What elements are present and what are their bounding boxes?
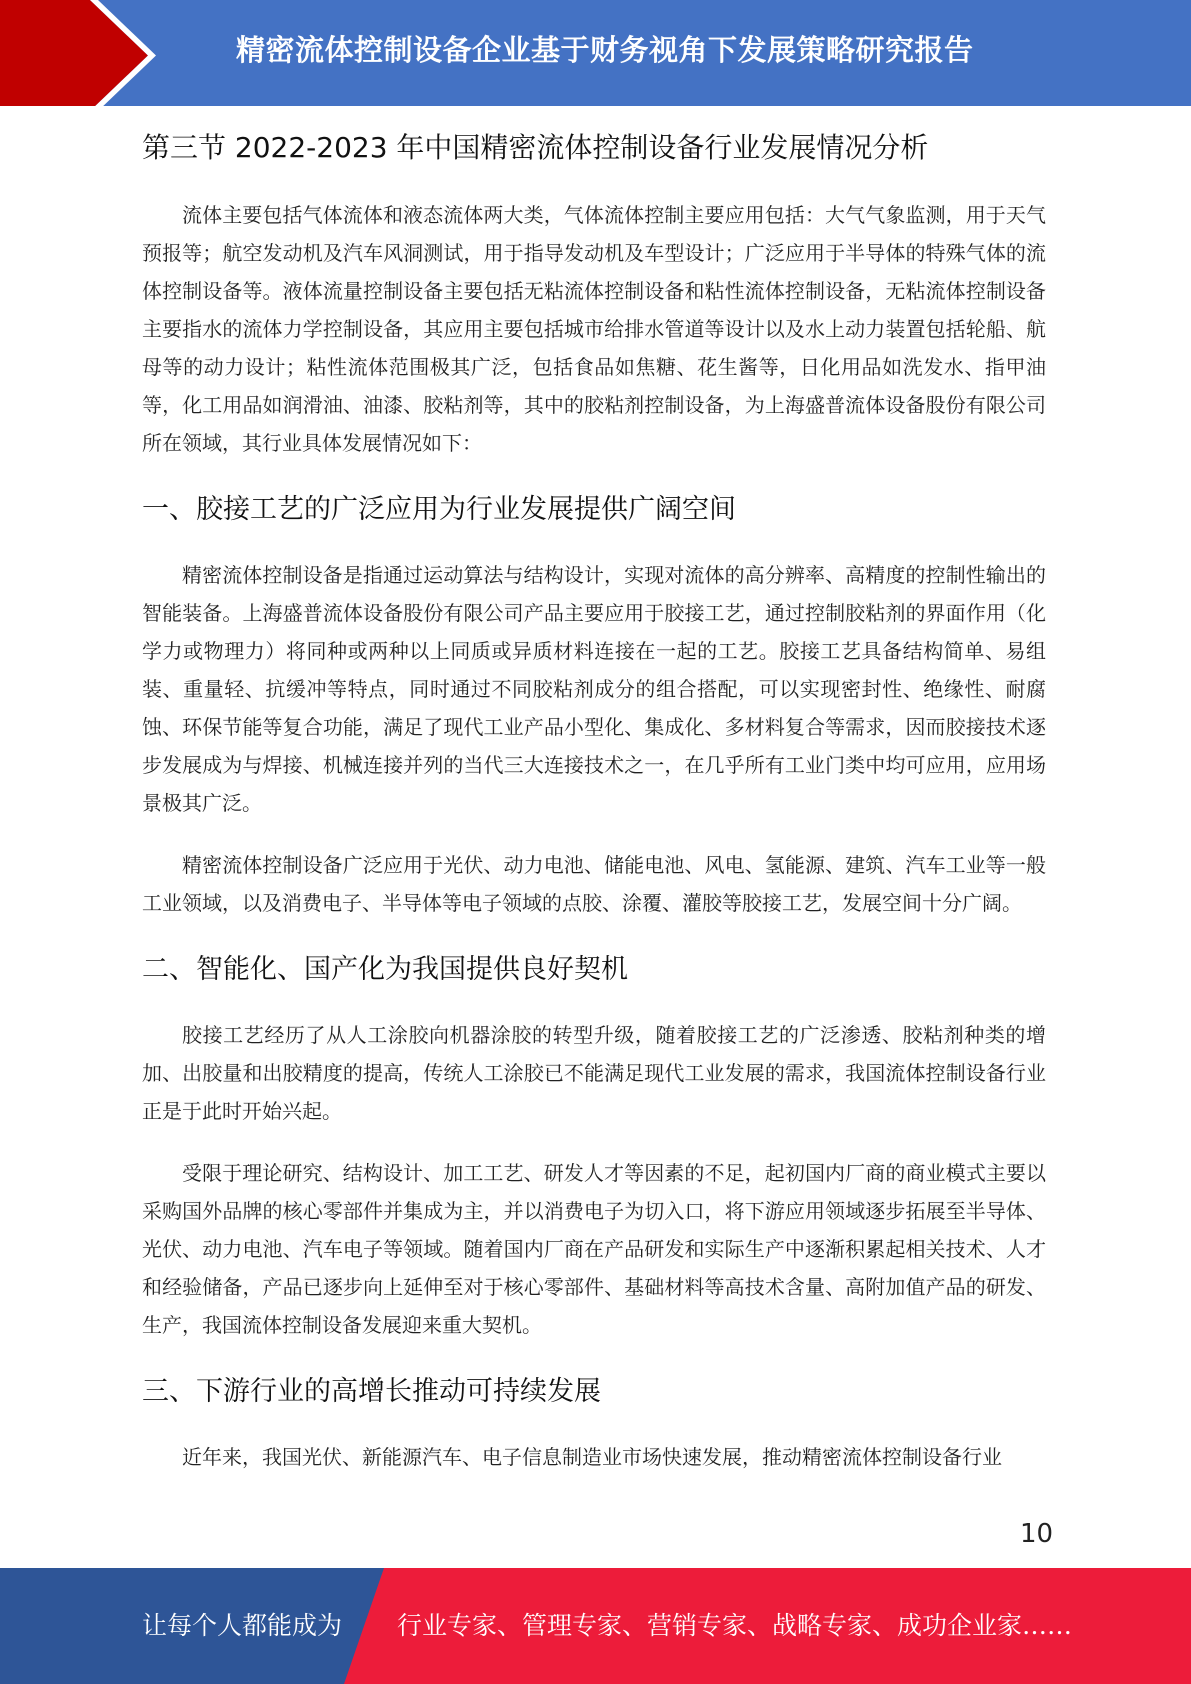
footer-slogan-right: 行业专家、管理专家、营销专家、战略专家、成功企业家…… — [397, 1611, 1073, 1640]
paragraph: 精密流体控制设备广泛应用于光伏、动力电池、储能电池、风电、氢能源、建筑、汽车工业等一般工业领域，以及消费电子、半导体等电子领域的点胶、涂覆、灌胶等胶接工艺，发展空间十分广阔。 — [142, 853, 1046, 915]
paragraph: 受限于理论研究、结构设计、加工工艺、研发人才等因素的不足，起初国内厂商的商业模式主要以采购国外品牌的核心零部件并集成为主，并以消费电子为切入口，将下游应用领域逐步拓展至半导体、光伏、动力电池、汽车电子等领域。随着国内厂商在产品研发和实际生产中逐渐积累起相关技术、人才和经验储备，产品已逐步向上延伸至对于核心零部件、基础材料等高技术含量、高附加值产品的研发、生产，我国流体控制设备发展迎来重大契机。 — [142, 1161, 1046, 1337]
section-title: 第三节 2022-2023 年中国精密流体控制设备行业发展情况分析 — [142, 131, 929, 164]
subsection-heading: 一、胶接工艺的广泛应用为行业发展提供广阔空间 — [142, 494, 736, 525]
page-content — [142, 128, 1046, 1500]
paragraph: 胶接工艺经历了从人工涂胶向机器涂胶的转型升级，随着胶接工艺的广泛渗透、胶粘剂种类的增加、出胶量和出胶精度的提高，传统人工涂胶已不能满足现代工业发展的需求，我国流体控制设备行业正是于此时开始兴起。 — [142, 1023, 1046, 1123]
paragraph: 近年来，我国光伏、新能源汽车、电子信息制造业市场快速发展，推动精密流体控制设备行业 — [182, 1445, 1002, 1469]
paragraph: 精密流体控制设备是指通过运动算法与结构设计，实现对流体的高分辨率、高精度的控制性输出的智能装备。上海盛普流体设备股份有限公司产品主要应用于胶接工艺，通过控制胶粘剂的界面作用（化学力或物理力）将同种或两种以上同质或异质材料连接在一起的工艺。胶接工艺具备结构简单、易组装、重量轻、抗缓冲等特点，同时通过不同胶粘剂成分的组合搭配，可以实现密封性、绝缘性、耐腐蚀、环保节能等复合功能，满足了现代工业产品小型化、集成化、多材料复合等需求，因而胶接技术逐步发展成为与焊接、机械连接并列的当代三大连接技术之一，在几乎所有工业门类中均可应用，应用场景极其广泛。 — [142, 563, 1046, 815]
page-footer — [0, 1568, 1191, 1684]
report-title: 精密流体控制设备企业基于财务视角下发展策略研究报告 — [236, 33, 974, 67]
subsection-heading: 二、智能化、国产化为我国提供良好契机 — [142, 954, 628, 985]
page-number: 10 — [1020, 1519, 1054, 1549]
page-header — [0, 0, 1191, 111]
intro-paragraph: 流体主要包括气体流体和液态流体两大类，气体流体控制主要应用包括：大气气象监测，用于天气预报等；航空发动机及汽车风洞测试，用于指导发动机及车型设计；广泛应用于半导体的特殊气体的流体控制设备等。液体流量控制设备主要包括无粘流体控制设备和粘性流体控制设备，无粘流体控制设备主要指水的流体力学控制设备，其应用主要包括城市给排水管道等设计以及水上动力装置包括轮船、航母等的动力设计；粘性流体范围极其广泛，包括食品如焦糖、花生酱等，日化用品如洗发水、指甲油等，化工用品如润滑油、油漆、胶粘剂等，其中的胶粘剂控制设备，为上海盛普流体设备股份有限公司所在领域，其行业具体发展情况如下： — [142, 203, 1046, 455]
subsection-heading: 三、下游行业的高增长推动可持续发展 — [142, 1376, 601, 1407]
footer-slogan-left: 让每个人都能成为 — [142, 1611, 343, 1640]
